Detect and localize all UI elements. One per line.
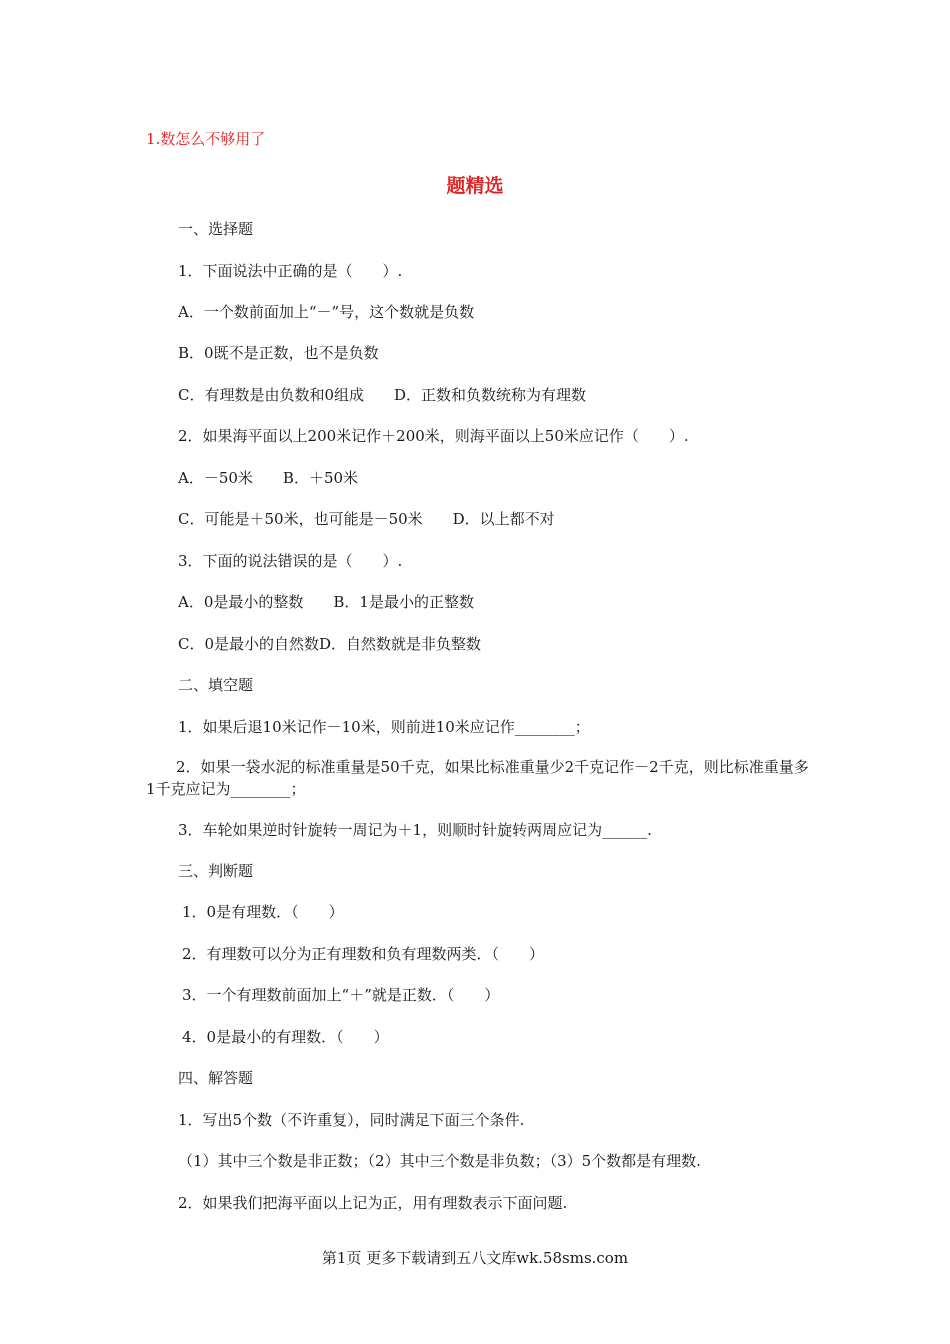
page-heading: 题精选 [446, 175, 504, 197]
page-footer: 第1页 更多下载请到五八文库wk.58sms.com [321, 1249, 629, 1267]
question-text: 2．有理数可以分为正有理数和负有理数两类．（ ） [182, 945, 545, 963]
section-title: 1.数怎么不够用了 [146, 130, 266, 148]
question-text: 2．如果我们把海平面以上记为正，用有理数表示下面问题. [178, 1194, 568, 1212]
option-text: C．有理数是由负数和0组成 D．正数和负数统称为有理数 [178, 386, 587, 404]
question-text: 3．下面的说法错误的是（ ）. [178, 552, 403, 570]
question-text: 4．0是最小的有理数．（ ） [182, 1028, 389, 1046]
option-text: C．可能是＋50米，也可能是－50米 D．以上都不对 [178, 510, 555, 528]
question-text: 3．车轮如果逆时针旋转一周记为＋1，则顺时针旋转两周应记为______. [178, 821, 652, 839]
question-text: 1．如果后退10米记作－10米，则前进10米应记作________； [178, 718, 590, 736]
part-heading: 四、解答题 [178, 1069, 254, 1087]
question-text: 1．0是有理数．（ ） [182, 903, 344, 921]
part-heading: 三、判断题 [178, 862, 254, 880]
option-text: B．0既不是正数，也不是负数 [178, 344, 379, 362]
part-heading: 二、填空题 [178, 676, 254, 694]
question-text: 2．如果一袋水泥的标准重量是50千克，如果比标准重量少2千克记作－2千克，则比标准重量多1千克应记为________； [146, 758, 809, 798]
question-text: 1．下面说法中正确的是（ ）. [178, 262, 403, 280]
option-text: A．0是最小的整数 B．1是最小的正整数 [178, 593, 474, 611]
option-text: A．一个数前面加上“－”号，这个数就是负数 [178, 303, 475, 321]
question-text: 1．写出5个数（不许重复），同时满足下面三个条件. [178, 1111, 525, 1129]
option-text: A．－50米 B．＋50米 [178, 469, 359, 487]
question-text: （1）其中三个数是非正数；（2）其中三个数是非负数；（3）5个数都是有理数. [178, 1152, 701, 1170]
option-text: C．0是最小的自然数D．自然数就是非负整数 [178, 635, 482, 653]
question-text: 3．一个有理数前面加上“＋”就是正数．（ ） [182, 986, 500, 1004]
part-heading: 一、选择题 [178, 220, 254, 238]
question-text: 2．如果海平面以上200米记作＋200米，则海平面以上50米应记作（ ）. [178, 427, 689, 445]
